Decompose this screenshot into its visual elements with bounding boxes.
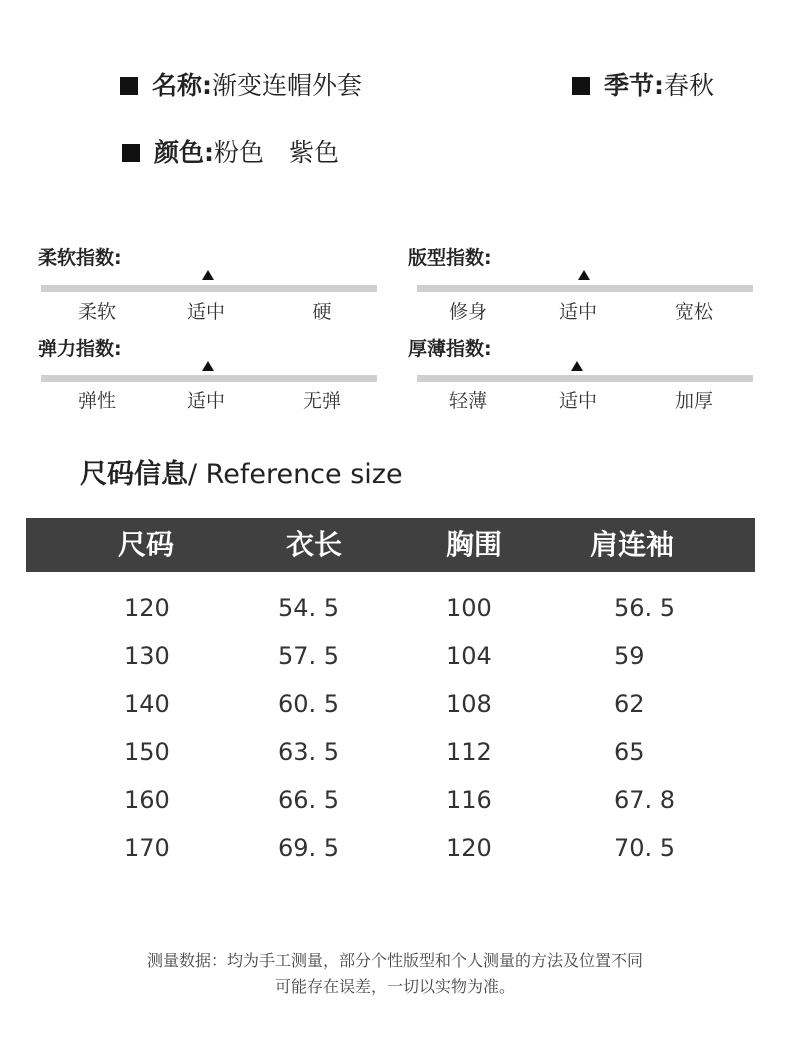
fit-option: 修身 xyxy=(448,301,487,323)
elasticity-option: 适中 xyxy=(186,390,225,412)
thickness-scale-bar xyxy=(417,375,753,382)
bullet-square-icon xyxy=(122,144,140,162)
softness-option: 适中 xyxy=(186,301,225,323)
bullet-square-icon xyxy=(120,77,138,95)
softness-option: 柔软 xyxy=(77,301,116,323)
thickness-marker-icon xyxy=(571,361,583,371)
cell-size: 170 xyxy=(124,834,170,862)
season-label: 季节: xyxy=(604,71,664,100)
cell-length: 54. 5 xyxy=(278,594,340,622)
size-table-header xyxy=(26,518,755,572)
cell-chest: 116 xyxy=(446,786,492,814)
cell-sleeve: 59 xyxy=(614,642,645,670)
product-name-value: 渐变连帽外套 xyxy=(212,71,363,100)
color-label: 颜色: xyxy=(154,138,214,167)
cell-chest: 112 xyxy=(446,738,492,766)
size-section-title xyxy=(80,452,403,491)
season-line xyxy=(572,66,714,102)
product-name-line xyxy=(120,66,362,102)
cell-size: 140 xyxy=(124,690,170,718)
softness-index-title: 柔软指数: xyxy=(38,247,122,269)
fit-marker-icon xyxy=(578,270,590,280)
column-header-chest: 胸围 xyxy=(445,528,502,561)
cell-sleeve: 67. 8 xyxy=(614,786,676,814)
bullet-square-icon xyxy=(572,77,590,95)
cell-sleeve: 62 xyxy=(614,690,645,718)
size-table-body xyxy=(26,584,755,872)
cell-size: 160 xyxy=(124,786,170,814)
elasticity-marker-icon xyxy=(202,361,214,371)
table-row xyxy=(26,824,755,872)
measurement-note-line1: 测量数据：均为手工测量，部分个性版型和个人测量的方法及位置不同 xyxy=(146,951,643,970)
season-value: 春秋 xyxy=(664,71,715,100)
elasticity-index-title: 弹力指数: xyxy=(38,338,122,360)
cell-size: 120 xyxy=(124,594,170,622)
cell-size: 130 xyxy=(124,642,170,670)
fit-option: 适中 xyxy=(558,301,597,323)
cell-length: 57. 5 xyxy=(278,642,340,670)
cell-chest: 100 xyxy=(446,594,492,622)
table-row xyxy=(26,776,755,824)
softness-marker-icon xyxy=(202,270,214,280)
column-header-length: 衣长 xyxy=(285,528,342,561)
table-row xyxy=(26,632,755,680)
elasticity-option: 无弹 xyxy=(302,390,341,412)
size-section-title-en: / Reference size xyxy=(188,459,403,490)
product-name-label: 名称: xyxy=(152,71,212,100)
softness-scale-bar xyxy=(41,285,377,292)
table-row xyxy=(26,584,755,632)
cell-chest: 120 xyxy=(446,834,492,862)
column-header-sleeve: 肩连袖 xyxy=(589,528,674,561)
fit-scale-bar xyxy=(417,285,753,292)
color-line xyxy=(122,133,339,169)
cell-length: 69. 5 xyxy=(278,834,340,862)
thickness-index-title: 厚薄指数: xyxy=(408,338,492,360)
measurement-note-line2: 可能存在误差，一切以实物为准。 xyxy=(274,977,515,996)
thickness-option: 轻薄 xyxy=(448,390,487,412)
table-row xyxy=(26,680,755,728)
thickness-option: 适中 xyxy=(558,390,597,412)
thickness-option: 加厚 xyxy=(674,390,713,412)
column-header-size: 尺码 xyxy=(117,528,174,561)
cell-length: 60. 5 xyxy=(278,690,340,718)
fit-index-title: 版型指数: xyxy=(408,247,492,269)
cell-sleeve: 70. 5 xyxy=(614,834,676,862)
cell-size: 150 xyxy=(124,738,170,766)
color-value: 粉色 紫色 xyxy=(214,138,340,167)
cell-chest: 108 xyxy=(446,690,492,718)
elasticity-scale-bar xyxy=(41,375,377,382)
size-section-title-cn: 尺码信息 xyxy=(80,459,188,490)
cell-chest: 104 xyxy=(446,642,492,670)
cell-length: 63. 5 xyxy=(278,738,340,766)
elasticity-option: 弹性 xyxy=(77,390,116,412)
cell-sleeve: 56. 5 xyxy=(614,594,676,622)
softness-option: 硬 xyxy=(312,301,332,323)
cell-length: 66. 5 xyxy=(278,786,340,814)
fit-option: 宽松 xyxy=(674,301,713,323)
table-row xyxy=(26,728,755,776)
cell-sleeve: 65 xyxy=(614,738,645,766)
